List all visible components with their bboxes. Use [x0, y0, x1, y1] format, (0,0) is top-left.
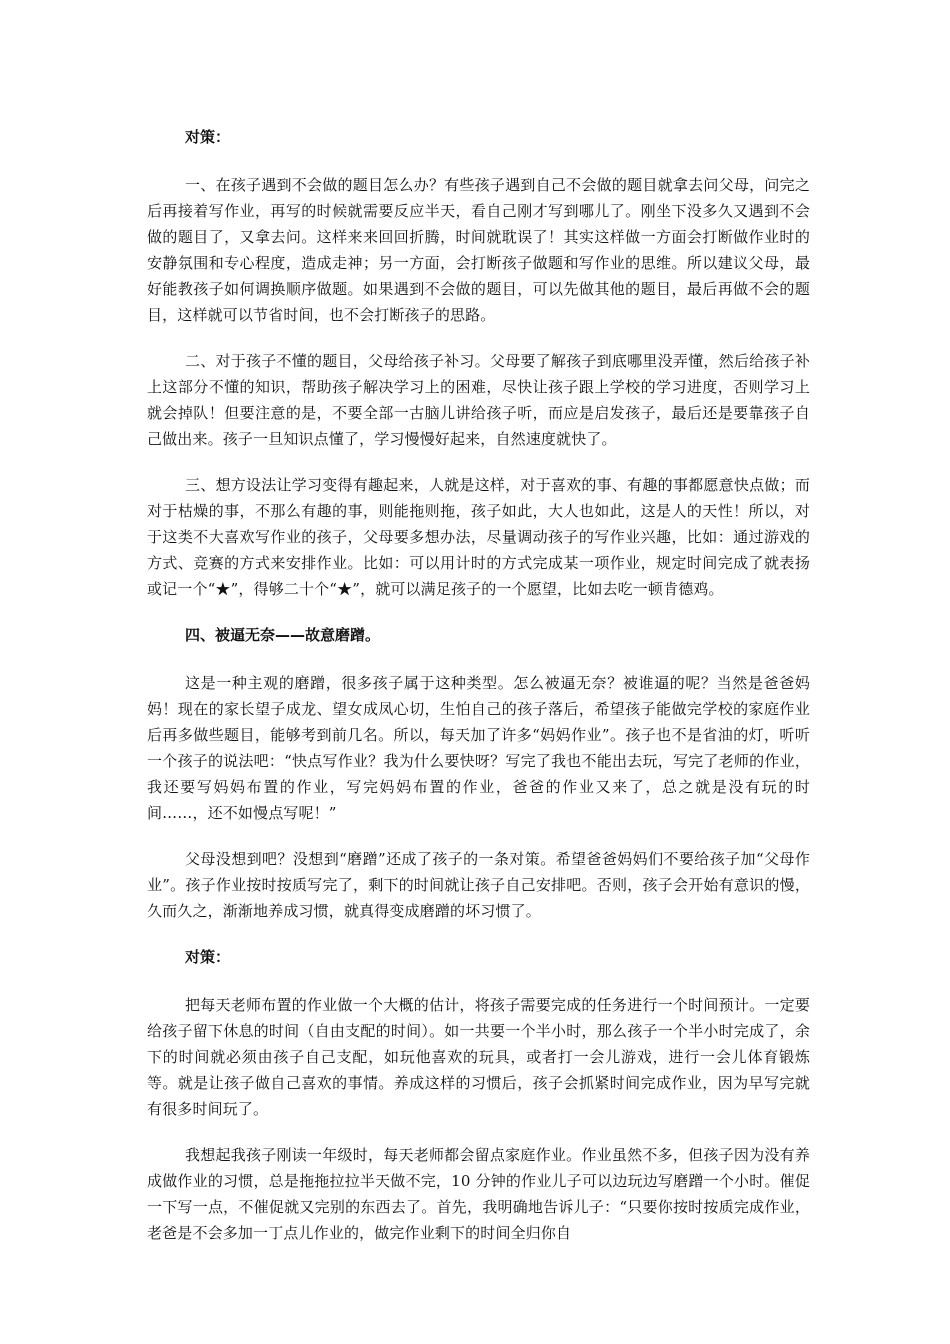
paragraph-tip-3: 三、想方设法让学习变得有趣起来，人就是这样，对于喜欢的事、有趣的事都愿意快点做；而对于枯燥的事，不那么有趣的事，则能拖则拖，孩子如此，大人也如此，这是人的天性！所以，对于这类不大喜欢写作业的孩子，父母要多想办法，尽量调动孩子的写作业兴趣，比如：通过游戏的方式、竞赛的方式来安排作业。比如：可以用计时的方式完成某一项作业，规定时间完成了就表扬或记一个“★”，得够二十个“★”，就可以满足孩子的一个愿望，比如去吃一顿肯德鸡。 [147, 476, 810, 598]
paragraph-tip-1: 一、在孩子遇到不会做的题目怎么办？有些孩子遇到自己不会做的题目就拿去问父母，问完之后再接着写作业，再写的时候就需要反应半天，看自己刚才写到哪儿了。刚坐下没多久又遇到不会做的题目了，又拿去问。这样来来回回折腾，时间就耽误了！其实这样做一方面会打断做作业时的安静氛围和专心程度，造成走神；另一方面，会打断孩子做题和写作业的思维。所以建议父母，最好能教孩子如何调换顺序做题。如果遇到不会做的题目，可以先做其他的题目，最后再做不会的题目，这样就可以节省时间，也不会打断孩子的思路。 [147, 176, 810, 324]
paragraph-strategy-1: 把每天老师布置的作业做一个大概的估计，将孩子需要完成的任务进行一个时间预计。一定要给孩子留下休息的时间（自由支配的时间）。如一共要一个半小时，那么孩子一个半小时完成了，余下的时间就必须由孩子自己支配，如玩他喜欢的玩具，或者打一会儿游戏，进行一会儿体育锻炼等。就是让孩子做自己喜欢的事情。养成这样的习惯后，孩子会抓紧时间完成作业，因为早写完就有很多时间玩了。 [147, 996, 810, 1118]
section-heading-strategy: 对策： [185, 128, 231, 146]
paragraph-forced-1: 这是一种主观的磨蹭，很多孩子属于这种类型。怎么被逼无奈？被谁逼的呢？当然是爸爸妈妈！现在的家长望子成龙、望女成凤心切，生怕自己的孩子落后，希望孩子能做完学校的家庭作业后再多做些题目，能够考到前几名。所以，每天加了许多“妈妈作业”。孩子也不是省油的灯，听听一个孩子的说法吧：“快点写作业？我为什么要快呀？写完了我也不能出去玩，写完了老师的作业，我还要写妈妈布置的作业，写完妈妈布置的作业，爸爸的作业又来了，总之就是没有玩的时间……，还不如慢点写呢！” [147, 674, 810, 822]
document-page [147, 124, 810, 1266]
section-heading-forced-dawdling: 四、被逼无奈——故意磨蹭。 [185, 626, 381, 644]
section-heading-strategy-2: 对策： [185, 948, 231, 966]
paragraph-strategy-2: 我想起我孩子刚读一年级时，每天老师都会留点家庭作业。作业虽然不多，但孩子因为没有养成做作业的习惯，总是拖拖拉拉半天做不完，10 分钟的作业儿子可以边玩边写磨蹭一个小时。催促一下写一点，不催促就又完别的东西去了。首先，我明确地告诉儿子：“只要你按时按质完成作业，老爸是不会多加一丁点儿作业的，做完作业剩下的时间全归你自 [147, 1146, 810, 1242]
paragraph-tip-2: 二、对于孩子不懂的题目，父母给孩子补习。父母要了解孩子到底哪里没弄懂，然后给孩子补上这部分不懂的知识，帮助孩子解决学习上的困难，尽快让孩子跟上学校的学习进度，否则学习上就会掉队！但要注意的是，不要全部一古脑儿讲给孩子听，而应是启发孩子，最后还是要靠孩子自己做出来。孩子一旦知识点懂了，学习慢慢好起来，自然速度就快了。 [147, 352, 810, 448]
paragraph-forced-2: 父母没想到吧？没想到“磨蹭”还成了孩子的一条对策。希望爸爸妈妈们不要给孩子加“父母作业”。孩子作业按时按质写完了，剩下的时间就让孩子自己安排吧。否则，孩子会开始有意识的慢，久而久之，渐渐地养成习惯，就真得变成磨蹭的坏习惯了。 [147, 850, 810, 920]
